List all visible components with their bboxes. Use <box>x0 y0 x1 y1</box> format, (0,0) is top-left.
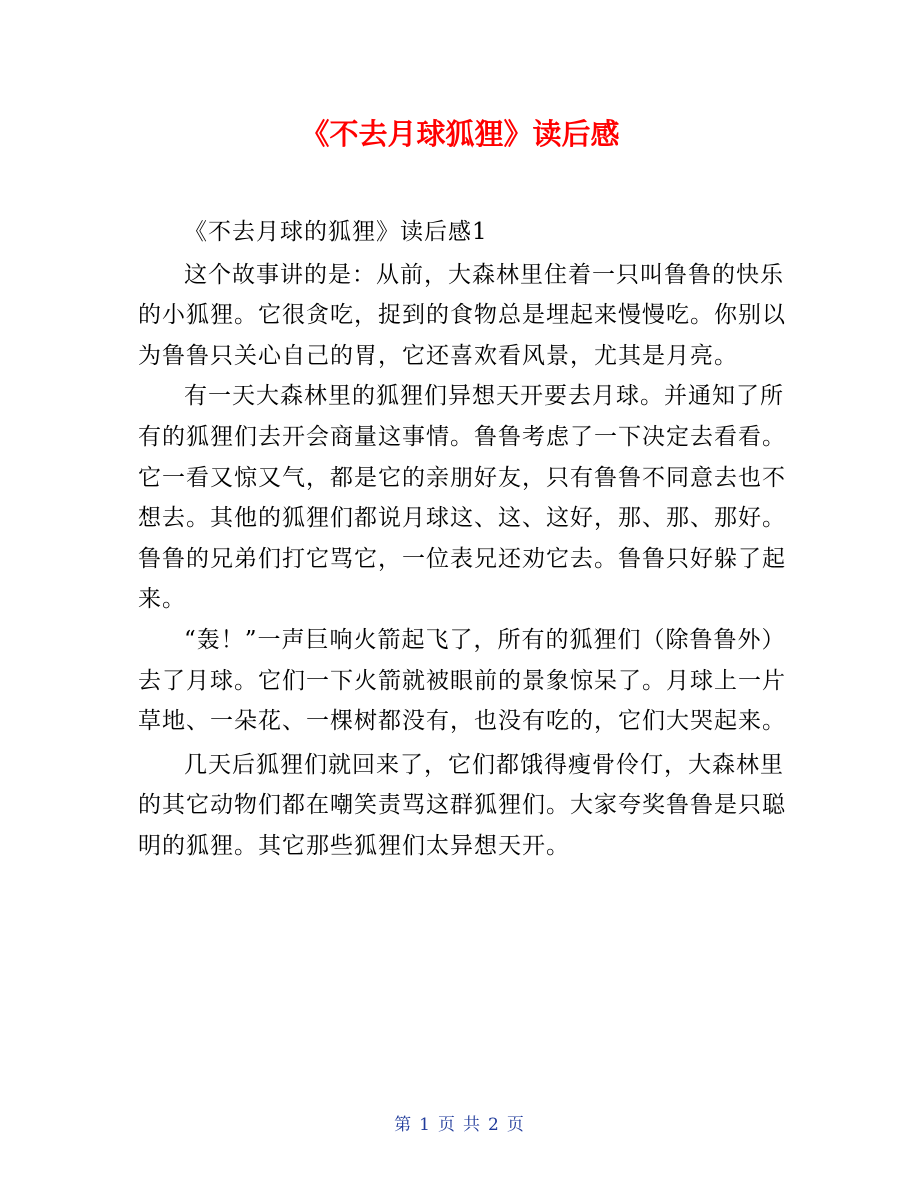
paragraph-2: 有一天大森林里的狐狸们异想天开要去月球。并通知了所有的狐狸们去开会商量这事情。鲁鲁考虑了一下决定去看看。它一看又惊又气，都是它的亲朋好友，只有鲁鲁不同意去也不想去。其他的狐狸们都说月球这、这、这好，那、那、那好。鲁鲁的兄弟们打它骂它，一位表兄还劝它去。鲁鲁只好躲了起来。 <box>138 383 786 613</box>
document-subheading: 《不去月球的狐狸》读后感1 <box>184 219 488 245</box>
document-body <box>138 212 786 867</box>
footer-total-label: 共 <box>463 1115 482 1135</box>
page-footer <box>0 1112 920 1138</box>
footer-current-page: 1 <box>419 1115 432 1135</box>
footer-unit-label: 页 <box>438 1115 457 1135</box>
footer-total-pages: 2 <box>488 1115 501 1135</box>
document-title: 《不去月球狐狸》读后感 <box>300 117 620 151</box>
paragraph-4: 几天后狐狸们就回来了，它们都饿得瘦骨伶仃，大森林里的其它动物们都在嘲笑责骂这群狐狸们。大家夸奖鲁鲁是只聪明的狐狸。其它那些狐狸们太异想天开。 <box>138 751 786 859</box>
paragraph-1: 这个故事讲的是：从前，大森林里住着一只叫鲁鲁的快乐的小狐狸。它很贪吃，捉到的食物总是埋起来慢慢吃。你别以为鲁鲁只关心自己的胃，它还喜欢看风景，尤其是月亮。 <box>138 261 786 369</box>
footer-page-label: 第 <box>394 1115 414 1135</box>
paragraph-3: “轰！”一声巨响火箭起飞了，所有的狐狸们（除鲁鲁外）去了月球。它们一下火箭就被眼前的景象惊呆了。月球上一片草地、一朵花、一棵树都没有，也没有吃的，它们大哭起来。 <box>138 626 786 735</box>
footer-unit-label-2: 页 <box>506 1115 526 1135</box>
